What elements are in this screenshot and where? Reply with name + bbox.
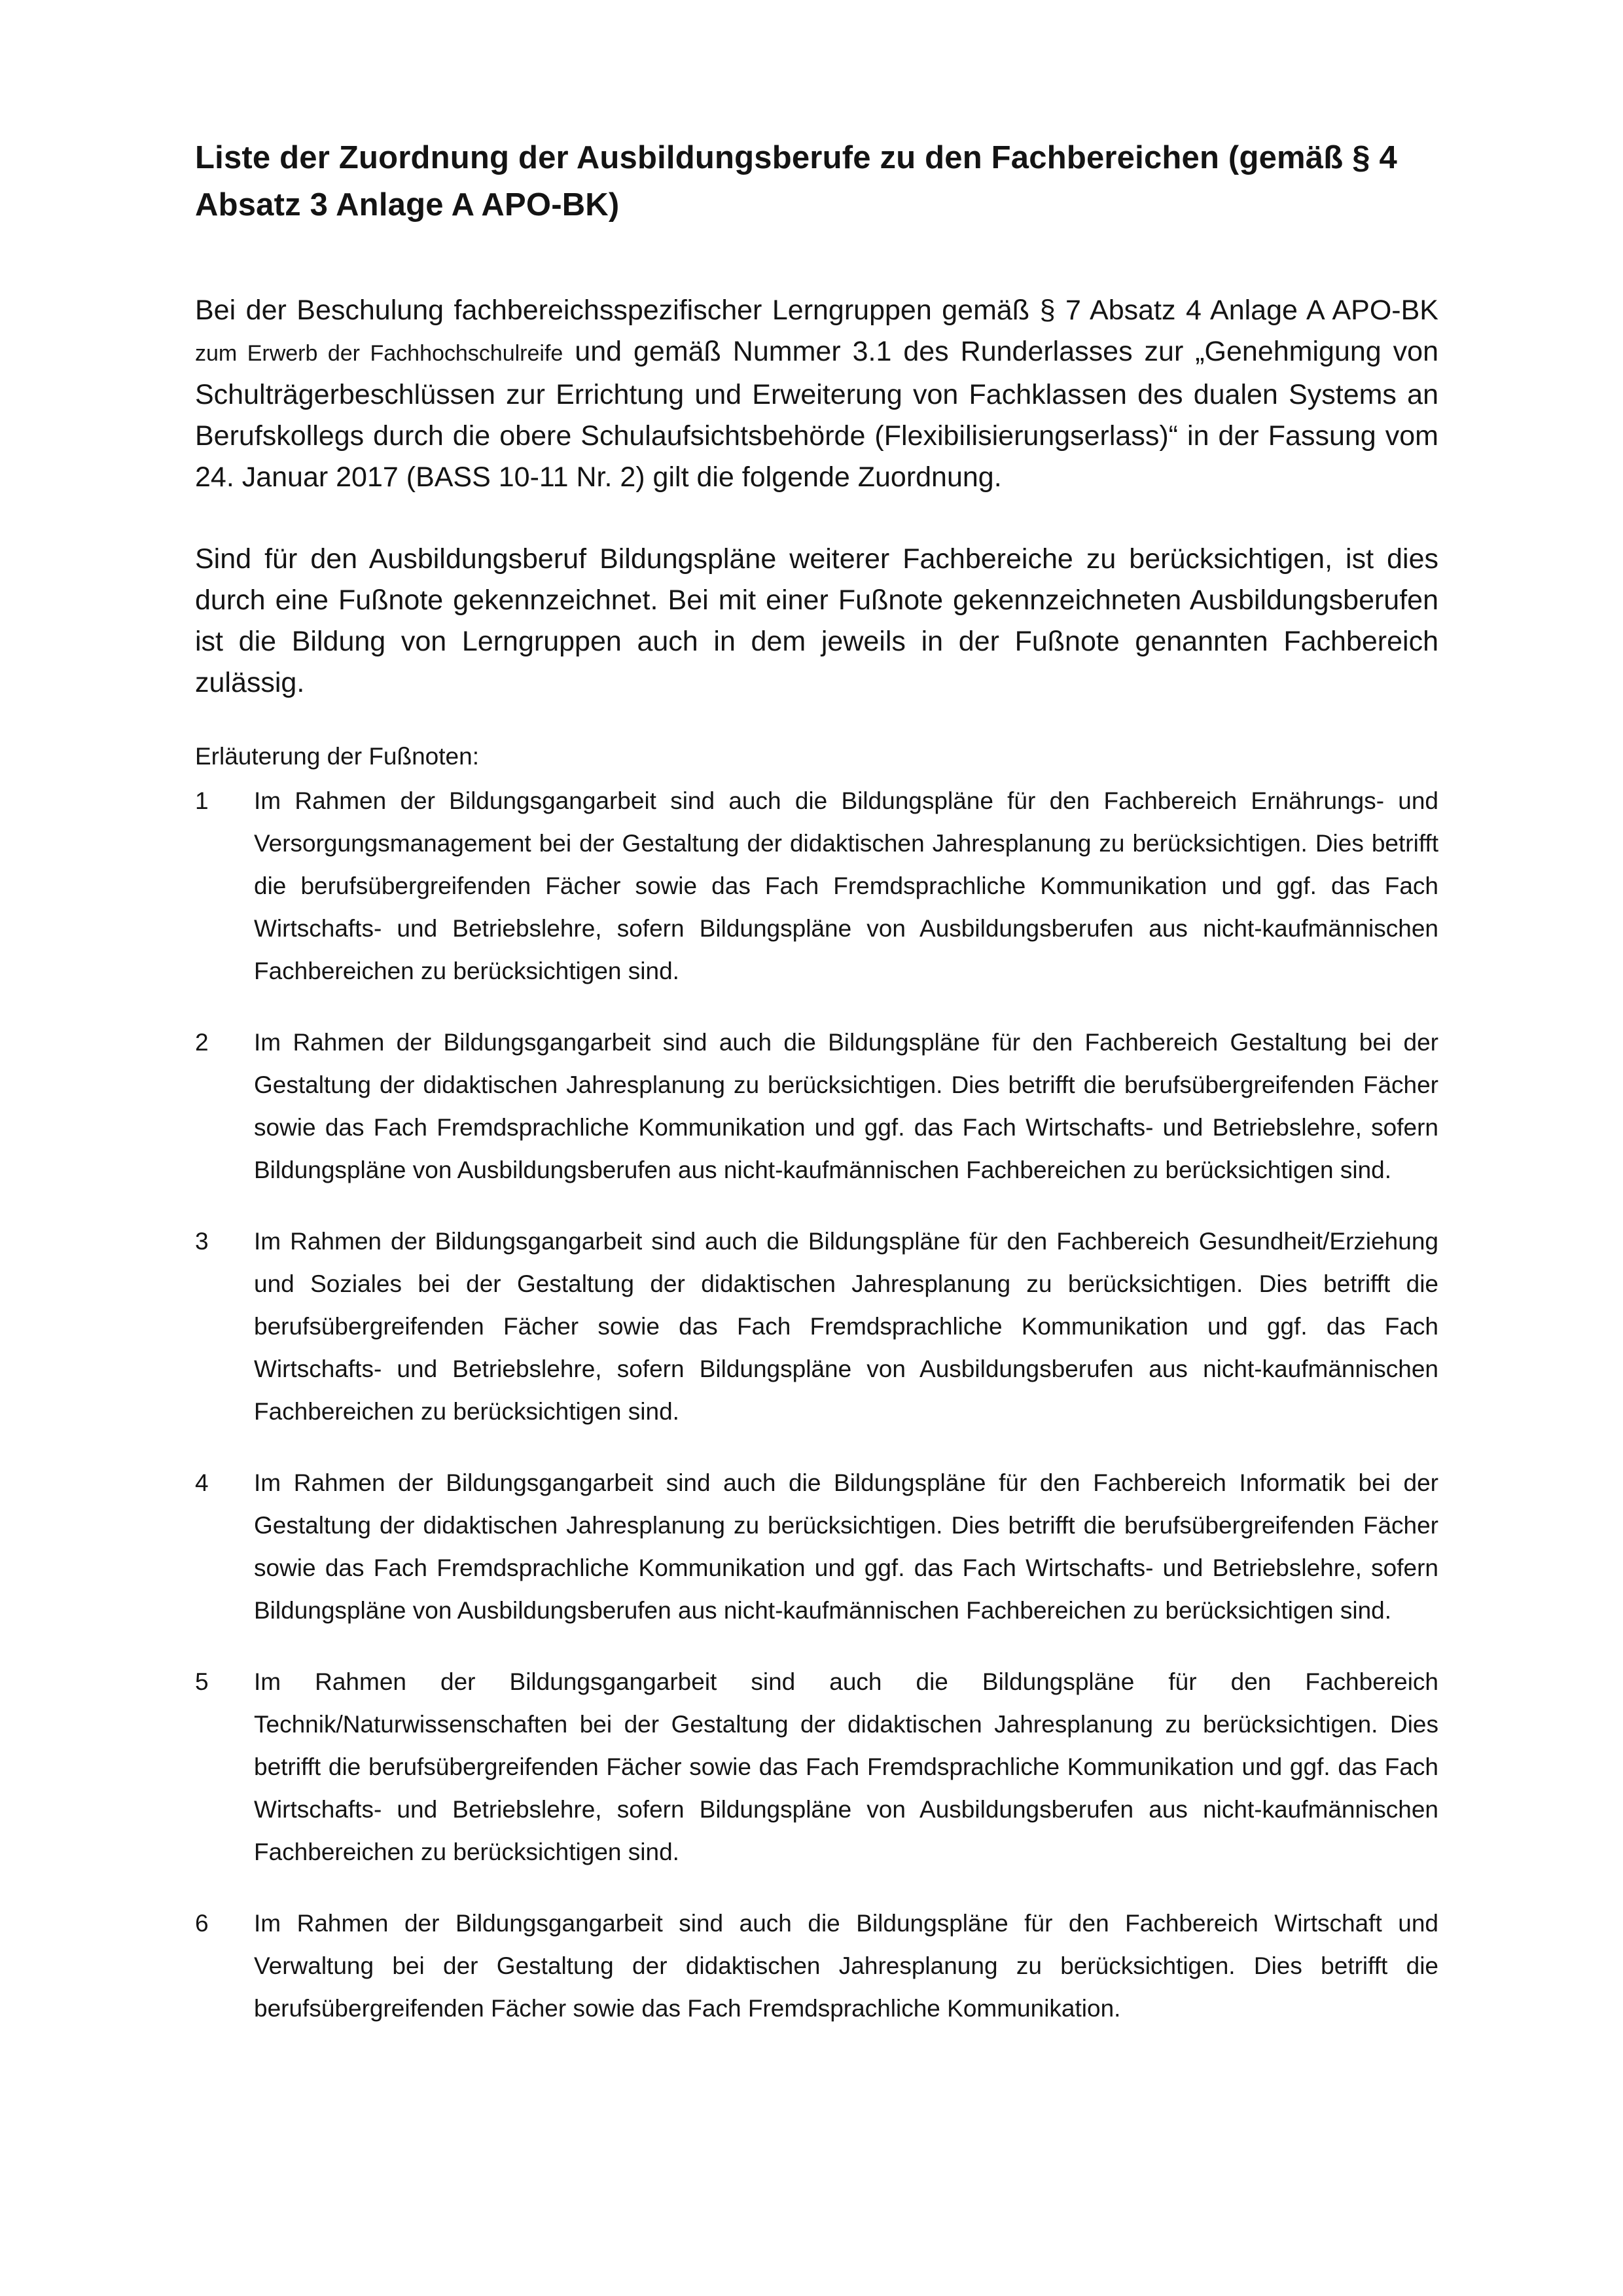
footnote-number: 6 — [195, 1910, 209, 1937]
footnote-text: Im Rahmen der Bildungsgangarbeit sind auch die Bildungspläne für den Fachbereich Gesundheit/Erziehung und Soziales bei der Gestaltung der didaktischen Jahresplanung zu berücksichtigen. Dies betrifft die berufsübergreifenden Fächer sowie das Fach Fremdsprachliche Kommunikation und ggf. das Fach Wirtschafts- und Betriebslehre, sofern Bildungspläne von Ausbildungsberufen aus nicht-kaufmännischen Fachbereichen zu berücksichtigen sind. — [254, 1228, 1438, 1425]
footnote-text: Im Rahmen der Bildungsgangarbeit sind auch die Bildungspläne für den Fachbereich Informatik bei der Gestaltung der didaktischen Jahresplanung zu berücksichtigen. Dies betrifft die berufsübergreifenden Fächer sowie das Fach Fremdsprachliche Kommunikation und ggf. das Fach Wirtschafts- und Betriebslehre, sofern Bildungspläne von Ausbildungsberufen aus nicht-kaufmännischen Fachbereichen zu berücksichtigen sind. — [254, 1469, 1438, 1624]
document-page — [195, 134, 1438, 2058]
intro-paragraph — [195, 290, 1438, 498]
footnote-number: 5 — [195, 1668, 209, 1695]
footnote-text: Im Rahmen der Bildungsgangarbeit sind auch die Bildungspläne für den Fachbereich Gestaltung bei der Gestaltung der didaktischen Jahresplanung zu berücksichtigen. Dies betrifft die berufsübergreifenden Fächer sowie das Fach Fremdsprachliche Kommunikation und ggf. das Fach Wirtschafts- und Betriebslehre, sofern Bildungspläne von Ausbildungsberufen aus nicht-kaufmännischen Fachbereichen zu berücksichtigen sind. — [254, 1029, 1438, 1183]
footnote-item — [195, 1220, 1438, 1433]
footnote-text: Im Rahmen der Bildungsgangarbeit sind auch die Bildungspläne für den Fachbereich Technik/Naturwissenschaften bei der Gestaltung der didaktischen Jahresplanung zu berücksichtigen. Dies betrifft die berufsübergreifenden Fächer sowie das Fach Fremdsprachliche Kommunikation und ggf. das Fach Wirtschafts- und Betriebslehre, sofern Bildungspläne von Ausbildungsberufen aus nicht-kaufmännischen Fachbereichen zu berücksichtigen sind. — [254, 1668, 1438, 1865]
footnote-item — [195, 1462, 1438, 1632]
footnotes-heading: Erläuterung der Fußnoten: — [195, 743, 479, 770]
intro-text-part3: und gemäß Nummer 3.1 des Runderlasses zur „Genehmigung von Schulträgerbeschlüssen zur Errichtung und Erweiterung von Fachklassen des dualen Systems an Berufskollegs durch die obere Schulaufsichtsbehörde (Flexibilisierungserlass)“ in der Fassung vom 24. Januar 2017 (BASS 10-11 Nr. 2) gilt die folgende Zuordnung. — [195, 336, 1438, 493]
footnote-item — [195, 1902, 1438, 2030]
footnote-number: 4 — [195, 1469, 209, 1496]
footnote-item — [195, 1021, 1438, 1191]
intro-text-small: zum Erwerb der Fachhochschulreife — [195, 341, 563, 366]
footnotes-list — [195, 780, 1438, 2030]
footnote-item — [195, 1660, 1438, 1873]
document-title: Liste der Zuordnung der Ausbildungsberufe zu den Fachbereichen (gemäß § 4 Absatz 3 Anlage A APO-BK) — [195, 140, 1397, 223]
footnote-text: Im Rahmen der Bildungsgangarbeit sind auch die Bildungspläne für den Fachbereich Ernährungs- und Versorgungsmanagement bei der Gestaltung der didaktischen Jahresplanung zu berücksichtigen. Dies betrifft die berufsübergreifenden Fächer sowie das Fach Fremdsprachliche Kommunikation und ggf. das Fach Wirtschafts- und Betriebslehre, sofern Bildungspläne von Ausbildungsberufen aus nicht-kaufmännischen Fachbereichen zu berücksichtigen sind. — [254, 787, 1438, 984]
footnote-number: 1 — [195, 787, 209, 814]
footnote-number: 3 — [195, 1228, 209, 1255]
footnote-number: 2 — [195, 1029, 209, 1056]
footnote-text: Im Rahmen der Bildungsgangarbeit sind auch die Bildungspläne für den Fachbereich Wirtschaft und Verwaltung bei der Gestaltung der didaktischen Jahresplanung zu berücksichtigen. Dies betrifft die berufsübergreifenden Fächer sowie das Fach Fremdsprachliche Kommunikation. — [254, 1910, 1438, 2022]
intro-text-part1: Bei der Beschulung fachbereichsspezifischer Lerngruppen gemäß § 7 Absatz 4 Anlage A APO-BK — [195, 295, 1438, 326]
footnote-explanation-paragraph: Sind für den Ausbildungsberuf Bildungspläne weiterer Fachbereiche zu berücksichtigen, ist dies durch eine Fußnote gekennzeichnet. Bei mit einer Fußnote gekennzeichneten Ausbildungsberufen ist die Bildung von Lerngruppen auch in dem jeweils in der Fußnote genannten Fachbereich zulässig. — [195, 543, 1438, 698]
footnote-item — [195, 780, 1438, 992]
